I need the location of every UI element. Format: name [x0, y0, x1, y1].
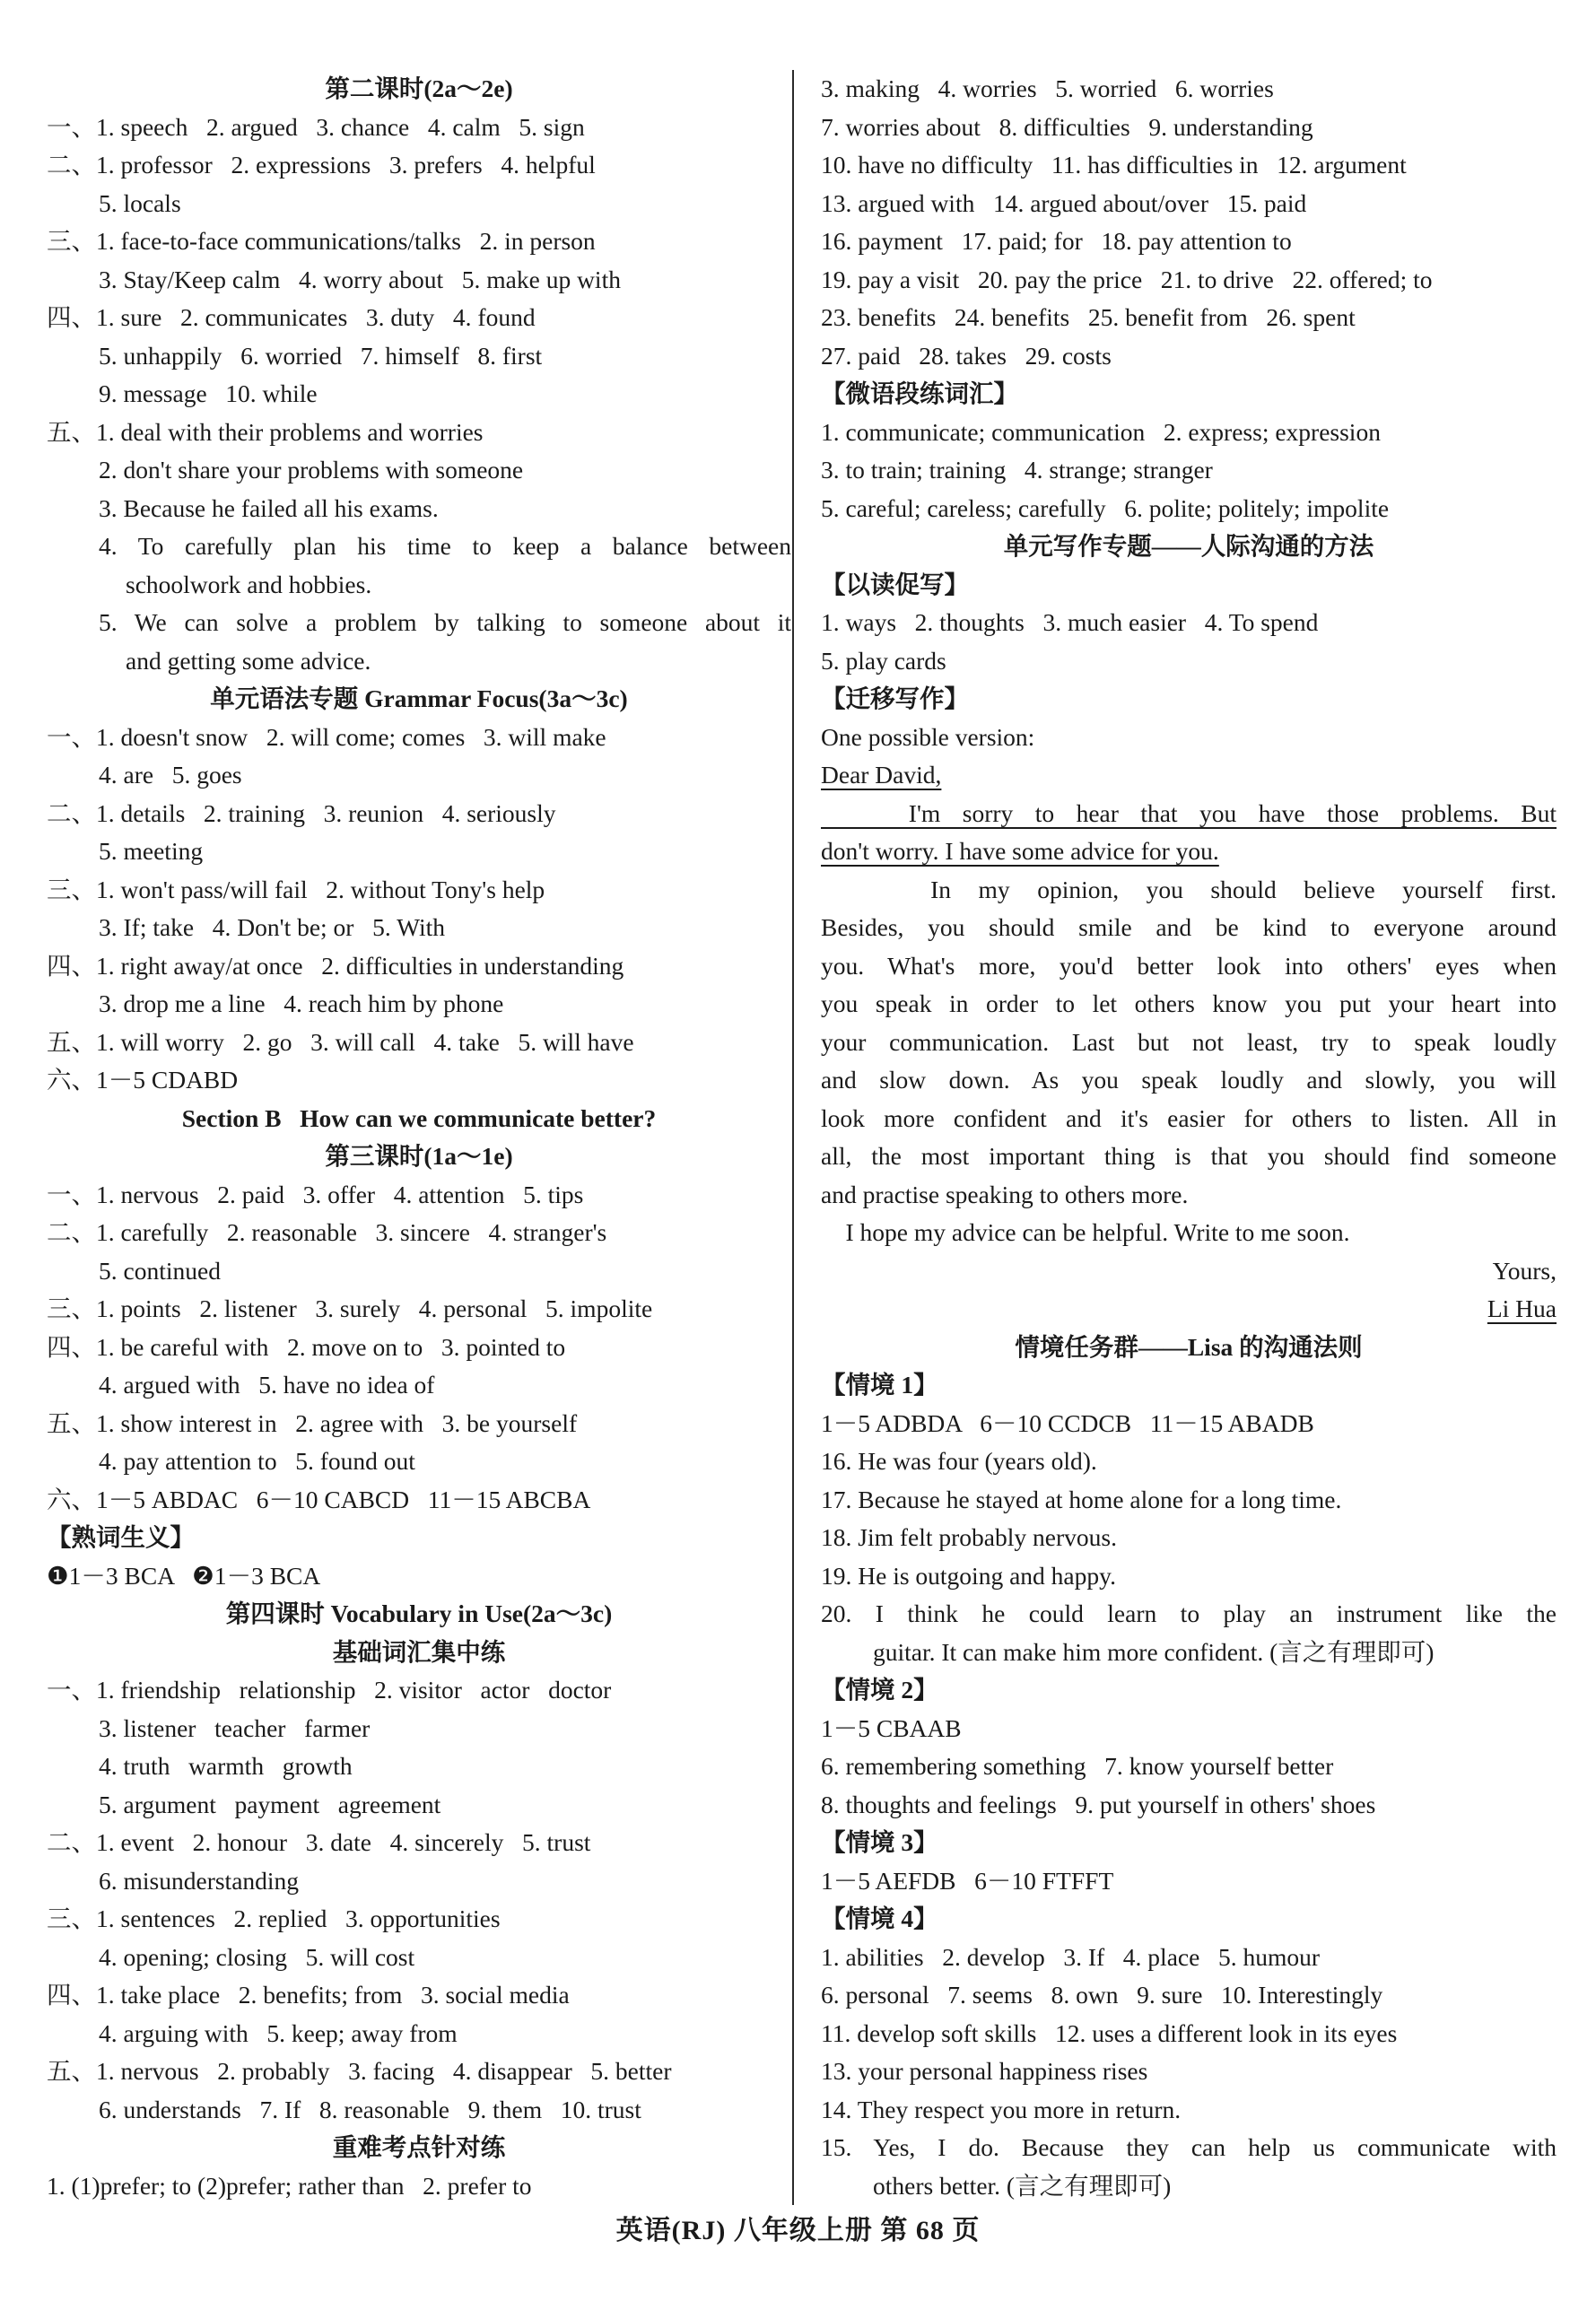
answer-line: 23. benefits 24. benefits 25. benefit from 26. spent	[821, 303, 1356, 331]
section-heading: 第四课时 Vocabulary in Use(2a～3c)	[225, 1599, 613, 1627]
answer-line: 3. making 4. worries 5. worried 6. worries	[821, 74, 1274, 102]
answer-line: 27. paid 28. takes 29. costs	[821, 341, 1112, 370]
answer-line: ❶1－3 BCA ❷1－3 BCA	[47, 1561, 321, 1590]
answer-line: 四、1. take place 2. benefits; from 3. social media	[47, 1981, 570, 2009]
answer-line: 五、1. deal with their problems and worries	[47, 417, 484, 446]
answer-line: 一、1. friendship relationship 2. visitor actor doctor	[47, 1676, 612, 1704]
section-heading: 重难考点针对练	[332, 2133, 506, 2161]
answer-line: 二、1. carefully 2. reasonable 3. sincere 4. stranger's	[47, 1218, 607, 1246]
answer-line: 19. pay a visit 20. pay the price 21. to drive 22. offered; to	[821, 265, 1433, 293]
answer-line: 二、1. professor 2. expressions 3. prefers 4. helpful	[47, 151, 596, 179]
answer-line: 4. argued with 5. have no idea of	[99, 1371, 435, 1399]
answer-line: 5. continued	[99, 1256, 221, 1285]
answer-line: 一、1. doesn't snow 2. will come; comes 3. will make	[47, 722, 606, 751]
answer-line: 3. listener teacher farmer	[99, 1713, 371, 1742]
answer-line: you. What's more, you'd better look into others' eyes when	[821, 951, 1557, 980]
answer-line: 8. thoughts and feelings 9. put yourself in others' shoes	[821, 1790, 1376, 1818]
section-heading: 基础词汇集中练	[332, 1637, 506, 1666]
answer-line: 6. remembering something 7. know yourself better	[821, 1752, 1334, 1780]
left-column	[47, 70, 791, 2205]
answer-line: 1－5 ADBDA 6－10 CCDCB 11－15 ABADB	[821, 1408, 1314, 1437]
answer-line: 三、1. sentences 2. replied 3. opportunities	[47, 1904, 501, 1932]
answer-line: One possible version:	[821, 722, 1035, 751]
answer-line: 3. Because he failed all his exams.	[99, 493, 439, 522]
answer-line: 5. locals	[99, 188, 181, 217]
answer-line: 17. Because he stayed at home alone for a long time.	[821, 1485, 1342, 1513]
answer-line: 4. truth warmth growth	[99, 1752, 353, 1780]
answer-line: 1. (1)prefer; to (2)prefer; rather than 2. prefer to	[47, 2171, 532, 2200]
answer-line: 4. are 5. goes	[99, 761, 242, 789]
answer-line: 五、1. will worry 2. go 3. will call 4. take 5. will have	[47, 1027, 634, 1056]
answer-line: 6. personal 7. seems 8. own 9. sure 10. Interestingly	[821, 1981, 1383, 2009]
answer-line: 二、1. details 2. training 3. reunion 4. seriously	[47, 798, 556, 827]
right-column	[821, 70, 1557, 2205]
answer-line: and slow down. As you speak loudly and slowly, you will	[821, 1066, 1557, 1094]
answer-line: 5. argument payment agreement	[99, 1790, 441, 1818]
answer-line: your communication. Last but not least, try to speak loudly	[821, 1027, 1557, 1056]
answer-line: 6. misunderstanding	[99, 1866, 300, 1895]
answer-line: 13. your personal happiness rises	[821, 2057, 1148, 2085]
section-label: 【迁移写作】	[821, 684, 969, 712]
answer-line: 三、1. won't pass/will fail 2. without Tony's help	[47, 875, 545, 903]
section-label: 【情境 2】	[821, 1676, 938, 1704]
answer-line: 1. communicate; communication 2. express; expression	[821, 417, 1381, 446]
answer-line: 9. message 10. while	[99, 379, 318, 407]
section-heading: 单元语法专题 Grammar Focus(3a～3c)	[210, 684, 628, 712]
answer-line: 三、1. face-to-face communications/talks 2. in person	[47, 227, 596, 255]
section-heading: 单元写作专题——人际沟通的方法	[1003, 532, 1374, 560]
section-label: 【情境 3】	[821, 1828, 938, 1856]
answer-line: 1－5 AEFDB 6－10 FTFFT	[821, 1866, 1114, 1895]
section-heading: 第三课时(1a～1e)	[325, 1142, 513, 1170]
answer-line: 三、1. points 2. listener 3. surely 4. personal 5. impolite	[47, 1294, 653, 1322]
answer-line: 5. We can solve a problem by talking to someone about it	[99, 608, 791, 636]
answer-line: schoolwork and hobbies.	[126, 570, 372, 598]
section-label: 【以读促写】	[821, 570, 969, 598]
answer-line: 3. If; take 4. Don't be; or 5. With	[99, 913, 445, 941]
answer-line: I'm sorry to hear that you have those problems. But	[821, 798, 1557, 827]
section-label: 【情境 1】	[821, 1371, 938, 1399]
answer-line: 六、1－5 ABDAC 6－10 CABCD 11－15 ABCBA	[47, 1485, 591, 1513]
answer-line: you speak in order to let others know you put your heart into	[821, 989, 1557, 1017]
answer-line: 3. to train; training 4. strange; stranger	[821, 456, 1213, 484]
answer-line: 5. play cards	[821, 646, 946, 675]
answer-line: and getting some advice.	[126, 646, 371, 675]
answer-line: 18. Jim felt probably nervous.	[821, 1523, 1117, 1551]
answer-line: Yours,	[1492, 1256, 1557, 1285]
answer-line: 五、1. nervous 2. probably 3. facing 4. disappear 5. better	[47, 2057, 672, 2085]
answer-line: 7. worries about 8. difficulties 9. understanding	[821, 112, 1313, 141]
answer-line: 二、1. event 2. honour 3. date 4. sincerely 5. trust	[47, 1828, 591, 1856]
answer-line: 4. To carefully plan his time to keep a balance between	[99, 532, 791, 560]
page-footer: 英语(RJ) 八年级上册 第 68 页	[615, 2216, 981, 2245]
answer-line: Besides, you should smile and be kind to everyone around	[821, 913, 1557, 941]
section-label: 【微语段练词汇】	[821, 379, 1018, 407]
answer-line: 16. He was four (years old).	[821, 1447, 1097, 1475]
answer-line: 13. argued with 14. argued about/over 15. paid	[821, 188, 1307, 217]
answer-line: 3. drop me a line 4. reach him by phone	[99, 989, 504, 1017]
answer-line: others better. (言之有理即可)	[873, 2171, 1172, 2200]
answer-line: 五、1. show interest in 2. agree with 3. be yourself	[47, 1408, 578, 1437]
answer-line: 15. Yes, I do. Because they can help us communicate with	[821, 2133, 1557, 2161]
answer-line: 6. understands 7. If 8. reasonable 9. them 10. trust	[99, 2095, 641, 2123]
answer-line: In my opinion, you should believe yourself first.	[821, 875, 1557, 903]
answer-line: 1. ways 2. thoughts 3. much easier 4. To spend	[821, 608, 1319, 636]
section-heading: 第二课时(2a～2e)	[325, 74, 513, 102]
answer-line: 一、1. nervous 2. paid 3. offer 4. attention 5. tips	[47, 1180, 584, 1208]
answer-line: 1. abilities 2. develop 3. If 4. place 5. humour	[821, 1942, 1320, 1971]
answer-line: 四、1. sure 2. communicates 3. duty 4. found	[47, 303, 536, 331]
answer-line: 19. He is outgoing and happy.	[821, 1561, 1116, 1590]
answer-line: Dear David,	[821, 761, 942, 789]
answer-line: I hope my advice can be helpful. Write to me soon.	[821, 1218, 1350, 1246]
answer-line: 一、1. speech 2. argued 3. chance 4. calm 5. sign	[47, 112, 585, 141]
answer-line: 5. unhappily 6. worried 7. himself 8. first	[99, 341, 543, 370]
answer-line: 5. careful; careless; carefully 6. polite; politely; impolite	[821, 493, 1390, 522]
answer-line: 10. have no difficulty 11. has difficulties in 12. argument	[821, 151, 1407, 179]
answer-line: guitar. It can make him more confident. (言之有理即可)	[873, 1637, 1435, 1666]
answer-line: 4. opening; closing 5. will cost	[99, 1942, 415, 1971]
section-heading: Section B How can we communicate better?	[181, 1103, 657, 1132]
section-label: 【熟词生义】	[47, 1523, 195, 1551]
answer-line: look more confident and it's easier for others to listen. All in	[821, 1103, 1557, 1132]
answer-line: 11. develop soft skills 12. uses a different look in its eyes	[821, 2018, 1398, 2047]
answer-line: 4. arguing with 5. keep; away from	[99, 2018, 458, 2047]
column-divider	[792, 70, 794, 2205]
answer-line: 20. I think he could learn to play an instrument like the	[821, 1599, 1557, 1627]
answer-line: 5. meeting	[99, 837, 204, 865]
answer-line: Li Hua	[1487, 1294, 1557, 1322]
answer-line: 3. Stay/Keep calm 4. worry about 5. make up with	[99, 265, 621, 293]
answer-line: 2. don't share your problems with someone	[99, 456, 524, 484]
answer-line: all, the most important thing is that you should find someone	[821, 1142, 1557, 1170]
answer-line: 1－5 CBAAB	[821, 1713, 962, 1742]
answer-line: and practise speaking to others more.	[821, 1180, 1189, 1208]
answer-line: 14. They respect you more in return.	[821, 2095, 1182, 2123]
section-heading: 情境任务群——Lisa 的沟通法则	[1015, 1332, 1363, 1361]
answer-line: 六、1－5 CDABD	[47, 1066, 239, 1094]
answer-line: 四、1. right away/at once 2. difficulties in understanding	[47, 951, 624, 980]
answer-line: don't worry. I have some advice for you.	[821, 837, 1219, 865]
answer-line: 4. pay attention to 5. found out	[99, 1447, 415, 1475]
answer-line: 四、1. be careful with 2. move on to 3. pointed to	[47, 1332, 566, 1361]
answer-line: 16. payment 17. paid; for 18. pay attention to	[821, 227, 1292, 255]
section-label: 【情境 4】	[821, 1904, 938, 1932]
